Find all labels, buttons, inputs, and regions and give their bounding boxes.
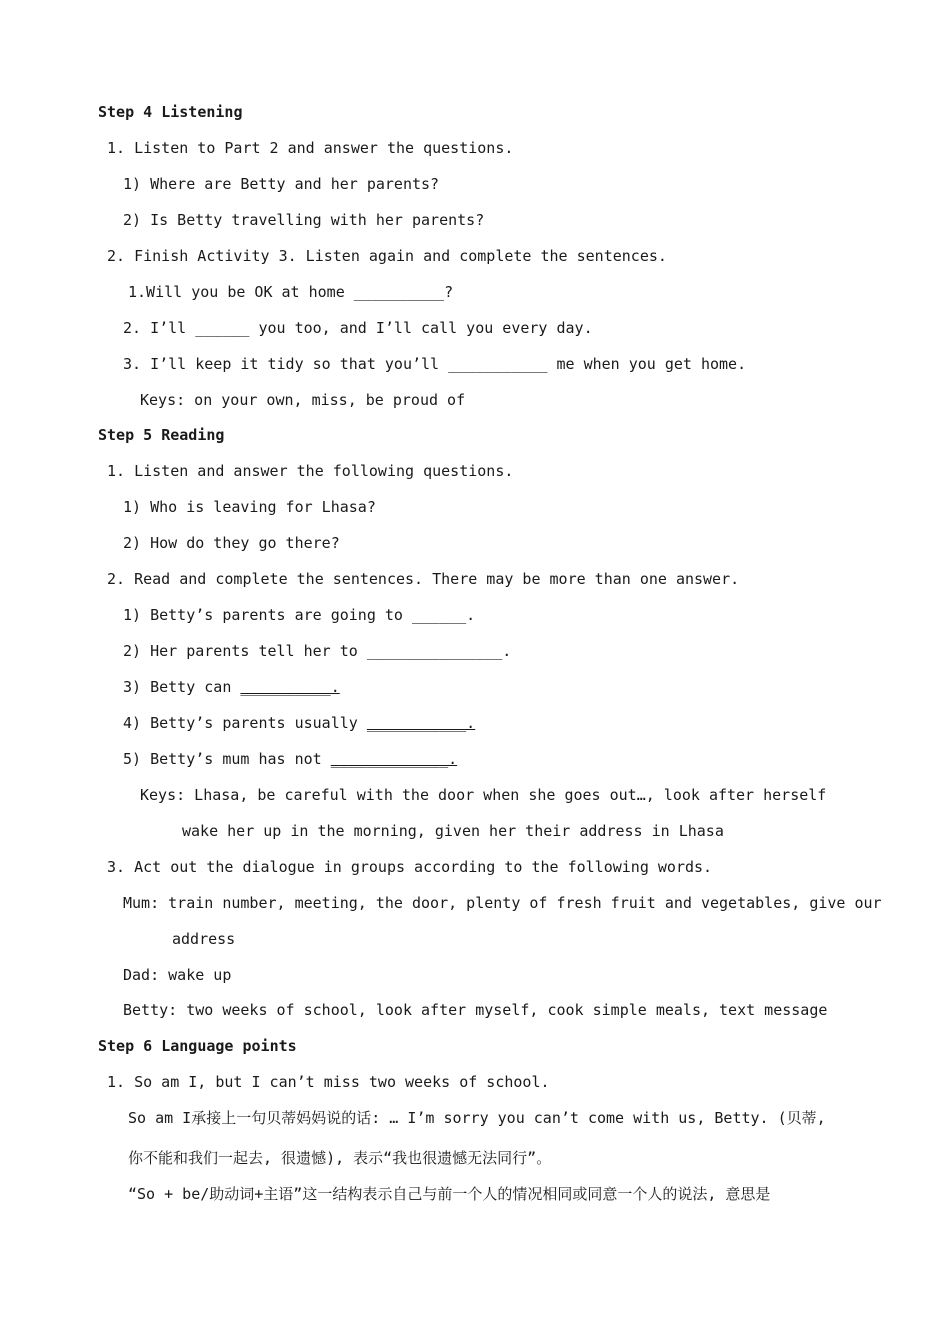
step5-item-5	[123, 749, 457, 769]
step6-explanation-line-2: 你不能和我们一起去, 很遗憾), 表示“我也很遗憾无法同行”。	[128, 1149, 552, 1167]
item-3-text: 3) Betty can	[123, 678, 241, 696]
step5-question-1a: 1) Who is leaving for Lhasa?	[123, 498, 376, 516]
item-3-blank: __________.	[240, 678, 340, 696]
item-5-blank: _____________.	[330, 750, 458, 768]
item-4-text: 4) Betty’s parents usually	[123, 714, 367, 732]
step4-sentence-1: 1.Will you be OK at home __________?	[128, 283, 454, 301]
step5-question-3: 3. Act out the dialogue in groups according to the following words.	[107, 858, 713, 876]
step5-item-2: 2) Her parents tell her to _______________.	[123, 642, 512, 660]
step5-question-1: 1. Listen and answer the following questions.	[107, 462, 514, 480]
step5-question-2: 2. Read and complete the sentences. There may be more than one answer.	[107, 570, 740, 588]
step4-question-1a: 1) Where are Betty and her parents?	[123, 175, 440, 193]
item-4-blank: ___________.	[366, 714, 476, 732]
step4-question-1: 1. Listen to Part 2 and answer the questions.	[107, 139, 514, 157]
mum-words-line-1: Mum: train number, meeting, the door, plenty of fresh fruit and vegetables, give our	[123, 894, 882, 912]
step5-heading: Step 5 Reading	[98, 426, 225, 444]
step5-item-1: 1) Betty’s parents are going to ______.	[123, 606, 476, 624]
step4-question-2: 2. Finish Activity 3. Listen again and complete the sentences.	[107, 247, 667, 265]
step4-heading: Step 4 Listening	[98, 103, 243, 121]
dad-words: Dad: wake up	[123, 966, 232, 984]
item-5-text: 5) Betty’s mum has not	[123, 750, 331, 768]
step5-item-4	[123, 713, 475, 733]
step4-sentence-3: 3. I’ll keep it tidy so that you’ll ___________ me when you get home.	[123, 355, 747, 373]
step5-keys-line-2: wake her up in the morning, given her their address in Lhasa	[182, 822, 724, 840]
step4-sentence-2: 2. I’ll ______ you too, and I’ll call you every day.	[123, 319, 593, 337]
betty-words: Betty: two weeks of school, look after myself, cook simple meals, text message	[123, 1001, 828, 1019]
step6-point-1: 1. So am I, but I can’t miss two weeks of school.	[107, 1073, 550, 1091]
step6-explanation-line-3: “So + be/助动词+主语”这一结构表示自己与前一个人的情况相同或同意一个人的说法, 意思是	[128, 1185, 771, 1203]
step6-heading: Step 6 Language points	[98, 1037, 297, 1055]
step5-item-3	[123, 677, 340, 697]
step4-keys: Keys: on your own, miss, be proud of	[140, 391, 466, 409]
step4-question-1b: 2) Is Betty travelling with her parents?	[123, 211, 485, 229]
mum-words-line-2: address	[172, 930, 236, 948]
step6-explanation-line-1: So am I承接上一句贝蒂妈妈说的话: … I’m sorry you can’t come with us, Betty. (贝蒂,	[128, 1109, 826, 1127]
step5-question-1b: 2) How do they go there?	[123, 534, 340, 552]
step5-keys-line-1: Keys: Lhasa, be careful with the door when she goes out…, look after herself	[140, 786, 827, 804]
